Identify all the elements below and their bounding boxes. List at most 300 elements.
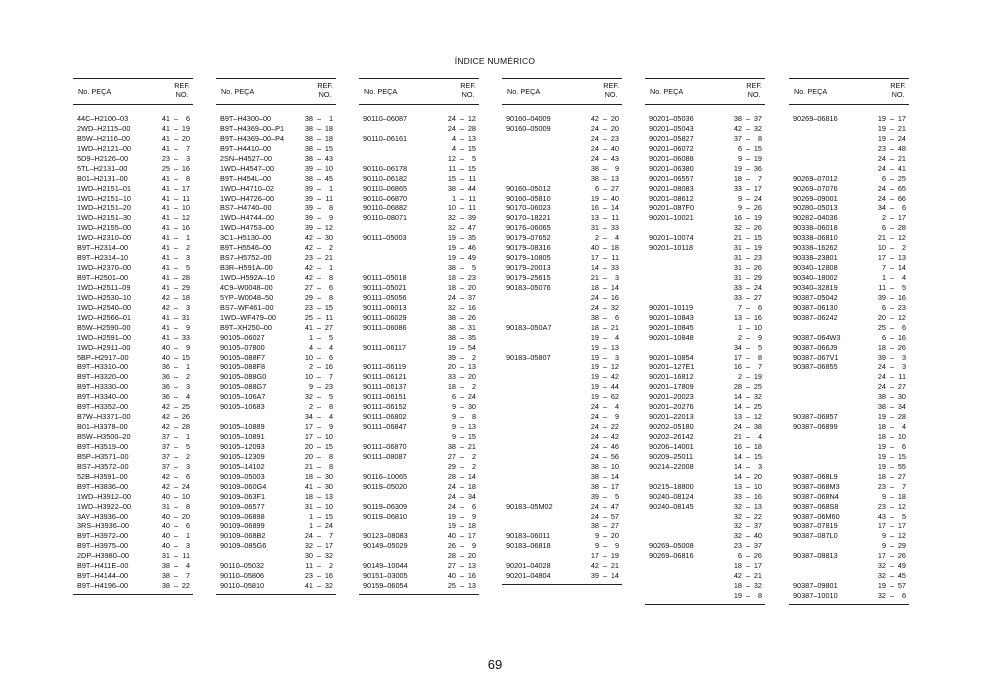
ref-dash: – — [603, 233, 608, 243]
ref-figure: 24 — [877, 183, 886, 193]
ref-dash: – — [890, 352, 895, 362]
index-row — [216, 442, 336, 452]
ref-dash: – — [890, 332, 895, 342]
ref-item: 8 — [328, 451, 333, 461]
ref-item: 13 — [467, 362, 476, 372]
ref-figure: 31 — [733, 253, 742, 263]
ref-dash: – — [460, 422, 465, 432]
part-number: 2DP–H3980–00 — [77, 551, 129, 561]
part-number: 90269–06816 — [649, 551, 694, 561]
ref-item: 16 — [324, 571, 333, 581]
ref-dash: – — [317, 114, 322, 123]
index-row — [502, 442, 622, 452]
index-row — [645, 213, 765, 223]
ref-figure: 24 — [733, 422, 742, 432]
ref-item: 15 — [181, 352, 190, 362]
ref-item: 24 — [897, 133, 906, 143]
part-number: 4C9–W0048–00 — [220, 282, 273, 292]
ref-figure: 18 — [304, 471, 313, 481]
index-row — [502, 402, 622, 412]
part-number: 90110–06178 — [363, 163, 408, 173]
ref-dash: – — [746, 571, 751, 581]
ref-dash: – — [603, 551, 608, 561]
ref-figure: 6 — [881, 173, 886, 183]
ref-figure: 15 — [447, 173, 456, 183]
ref-dash: – — [460, 531, 465, 541]
part-number: 90179–07652 — [506, 233, 551, 243]
ref-item: 9 — [185, 322, 190, 332]
ref-figure: 28 — [447, 471, 456, 481]
ref-item: 8 — [328, 292, 333, 302]
ref-item: 8 — [185, 173, 190, 183]
part-number: 90201–05043 — [649, 123, 694, 133]
ref-dash: – — [746, 213, 751, 223]
ref-figure: 1 — [737, 322, 742, 332]
ref-item: 18 — [181, 292, 190, 302]
ref-figure: 32 — [877, 561, 886, 571]
index-row — [789, 293, 909, 303]
ref-item: 4 — [901, 273, 906, 282]
ref-dash: – — [746, 183, 751, 193]
ref-figure: 41 — [304, 581, 313, 591]
part-number: 90105–12093 — [220, 441, 265, 451]
ref-item: 20 — [610, 531, 619, 541]
ref-item: 4 — [328, 342, 333, 352]
ref-item: 27 — [610, 521, 619, 531]
index-row — [216, 432, 336, 442]
ref-item: 3 — [185, 302, 190, 312]
ref-figure: 19 — [447, 511, 456, 521]
index-row — [502, 184, 622, 194]
ref-dash: – — [603, 352, 608, 362]
ref-figure: 23 — [877, 481, 886, 491]
part-number: B9T–H3975–00 — [77, 541, 129, 551]
ref-item: 15 — [753, 143, 762, 153]
ref-item: 7 — [328, 531, 333, 541]
ref-dash: – — [746, 153, 751, 163]
ref-dash: – — [174, 143, 179, 153]
ref-figure: 41 — [161, 173, 170, 183]
part-number: B5W–H2116–00 — [77, 133, 131, 143]
ref-figure: 24 — [447, 114, 456, 123]
index-row — [73, 313, 193, 323]
ref-figure: 32 — [447, 213, 456, 223]
ref-figure: 40 — [161, 531, 170, 541]
index-row — [645, 333, 765, 343]
header-ref-line2: NO. — [604, 90, 618, 99]
ref-dash: – — [460, 213, 465, 223]
ref-item: 56 — [610, 451, 619, 461]
ref-item: 6 — [901, 322, 906, 332]
index-row — [216, 283, 336, 293]
ref-figure: 18 — [447, 273, 456, 282]
ref-dash: – — [317, 352, 322, 362]
ref-figure: 41 — [161, 322, 170, 332]
part-number: 90201–10119 — [649, 302, 694, 312]
ref-dash: – — [603, 183, 608, 193]
index-column — [789, 78, 909, 605]
part-number: 90110–06882 — [363, 203, 408, 213]
ref-dash: – — [317, 422, 322, 432]
ref-figure: 24 — [447, 491, 456, 501]
ref-figure: 18 — [877, 342, 886, 352]
part-number: 90387–068L9 — [793, 471, 838, 481]
ref-figure: 40 — [161, 521, 170, 531]
ref-figure: 40 — [161, 352, 170, 362]
index-rows — [216, 114, 336, 595]
index-row — [502, 372, 622, 382]
index-row — [789, 422, 909, 432]
ref-figure: 18 — [877, 422, 886, 432]
ref-item: 12 — [897, 531, 906, 541]
index-rows — [359, 114, 479, 595]
ref-figure: 18 — [733, 561, 742, 571]
ref-item: 6 — [185, 114, 190, 123]
index-row — [645, 303, 765, 313]
index-row — [359, 164, 479, 174]
ref-figure: 6 — [881, 332, 886, 342]
ref-item: 18 — [324, 133, 333, 143]
index-row — [73, 253, 193, 263]
index-row — [73, 502, 193, 512]
ref-figure: 41 — [161, 263, 170, 273]
index-row — [789, 323, 909, 333]
index-row — [789, 541, 909, 551]
ref-item: 40 — [610, 143, 619, 153]
index-row — [73, 194, 193, 204]
part-number: 90269–06816 — [793, 114, 838, 123]
ref-item: 10 — [753, 481, 762, 491]
ref-figure: 38 — [590, 173, 599, 183]
ref-figure: 40 — [161, 342, 170, 352]
ref-figure: 20 — [304, 441, 313, 451]
ref-item: 49 — [897, 561, 906, 571]
ref-item: 6 — [328, 352, 333, 362]
ref-item: 17 — [897, 213, 906, 223]
ref-dash: – — [317, 153, 322, 163]
ref-dash: – — [174, 501, 179, 511]
ref-dash: – — [890, 362, 895, 372]
index-rows — [502, 114, 622, 585]
ref-dash: – — [890, 282, 895, 292]
index-row — [502, 164, 622, 174]
part-number: 1WD–H2511–09 — [77, 282, 131, 292]
part-number: 90110–06865 — [363, 183, 408, 193]
ref-dash: – — [603, 342, 608, 352]
index-row — [645, 323, 765, 333]
part-number: B5W–H3500–20 — [77, 432, 131, 441]
ref-dash: – — [746, 163, 751, 173]
index-row — [216, 571, 336, 581]
index-row — [789, 313, 909, 323]
index-row — [359, 194, 479, 204]
ref-dash: – — [746, 253, 751, 263]
ref-figure: 16 — [733, 441, 742, 451]
ref-figure: 38 — [733, 114, 742, 123]
ref-figure: 19 — [590, 332, 599, 342]
part-number: 5TL–H2131–00 — [77, 163, 128, 173]
index-row — [789, 512, 909, 522]
ref-dash: – — [746, 123, 751, 133]
ref-figure: 27 — [447, 561, 456, 571]
ref-item: 29 — [181, 282, 190, 292]
ref-dash: – — [890, 183, 895, 193]
part-number: 90119–06810 — [363, 511, 408, 521]
part-number: 90387–067V1 — [793, 352, 839, 362]
ref-figure: 41 — [161, 213, 170, 223]
ref-dash: – — [460, 133, 465, 143]
ref-item: 18 — [324, 123, 333, 133]
ref-item: 4 — [757, 432, 762, 441]
ref-figure: 40 — [161, 541, 170, 551]
ref-dash: – — [317, 451, 322, 461]
ref-item: 32 — [324, 551, 333, 561]
ref-figure: 24 — [590, 451, 599, 461]
ref-dash: – — [460, 511, 465, 521]
part-number: 2SN–H4527–00 — [220, 153, 272, 163]
index-row — [789, 134, 909, 144]
index-row — [216, 213, 336, 223]
index-row — [502, 462, 622, 472]
part-number: B9T–XH250–00 — [220, 322, 272, 332]
ref-dash: – — [746, 362, 751, 372]
ref-figure: 4 — [451, 133, 456, 143]
ref-figure: 41 — [161, 183, 170, 193]
ref-dash: – — [317, 203, 322, 213]
index-row — [645, 492, 765, 502]
ref-dash: – — [603, 322, 608, 332]
ref-dash: – — [603, 263, 608, 273]
ref-dash: – — [890, 153, 895, 163]
index-row — [502, 124, 622, 134]
ref-dash: – — [746, 591, 751, 600]
ref-figure: 9 — [881, 491, 886, 501]
ref-dash: – — [174, 561, 179, 571]
ref-item: 7 — [757, 173, 762, 183]
ref-dash: – — [317, 481, 322, 491]
ref-item: 49 — [467, 253, 476, 263]
ref-dash: – — [174, 133, 179, 143]
ref-dash: – — [317, 412, 322, 422]
ref-figure: 33 — [733, 491, 742, 501]
ref-dash: – — [174, 402, 179, 412]
index-row — [502, 492, 622, 502]
ref-figure: 9 — [737, 193, 742, 203]
ref-item: 4 — [614, 332, 619, 342]
index-row — [645, 422, 765, 432]
part-number: 90160–04009 — [506, 114, 551, 123]
part-number: 90387–08813 — [793, 551, 838, 561]
ref-figure: 38 — [447, 263, 456, 273]
ref-figure: 19 — [590, 392, 599, 402]
index-row — [645, 581, 765, 591]
header-ref-line2: NO. — [891, 90, 905, 99]
ref-item: 13 — [467, 133, 476, 143]
ref-dash: – — [603, 312, 608, 322]
index-row — [645, 263, 765, 273]
index-row — [73, 492, 193, 502]
ref-dash: – — [890, 531, 895, 541]
index-row — [645, 432, 765, 442]
part-number: B7W–H3371–00 — [77, 412, 131, 422]
ref-figure: 42 — [161, 422, 170, 432]
index-row — [359, 392, 479, 402]
part-number: 1WD–H2310–00 — [77, 233, 131, 243]
part-number: 90387–09801 — [793, 581, 838, 591]
ref-dash: – — [460, 541, 465, 551]
part-number: B5W–H2590–00 — [77, 322, 131, 332]
ref-item: 5 — [901, 511, 906, 521]
ref-dash: – — [890, 173, 895, 183]
ref-item: 37 — [753, 521, 762, 531]
index-rows — [73, 114, 193, 595]
part-number: 90183–050A7 — [506, 322, 552, 332]
ref-dash: – — [603, 561, 608, 571]
ref-item: 8 — [328, 273, 333, 282]
index-row — [789, 333, 909, 343]
ref-figure: 19 — [877, 461, 886, 471]
ref-figure: 20 — [447, 362, 456, 372]
ref-dash: – — [460, 342, 465, 352]
index-row — [359, 114, 479, 124]
ref-dash: – — [460, 441, 465, 451]
index-row — [502, 392, 622, 402]
part-number: 90269–07076 — [793, 183, 838, 193]
part-number: 1WD–H2151–10 — [77, 193, 131, 203]
ref-item: 15 — [753, 233, 762, 243]
part-number: 90183–06818 — [506, 541, 551, 551]
index-row — [502, 303, 622, 313]
ref-item: 21 — [610, 561, 619, 571]
index-row — [73, 283, 193, 293]
part-number: B9T–H3320–00 — [77, 372, 129, 382]
part-number: BS7–H5752–00 — [220, 253, 272, 263]
part-number: 90201–04804 — [506, 571, 551, 581]
ref-figure: 31 — [733, 243, 742, 253]
ref-item: 30 — [467, 402, 476, 412]
ref-figure: 32 — [447, 302, 456, 312]
ref-item: 21 — [610, 322, 619, 332]
ref-figure: 38 — [590, 481, 599, 491]
ref-figure: 38 — [161, 561, 170, 571]
index-row — [73, 273, 193, 283]
index-row — [645, 253, 765, 263]
ref-dash: – — [890, 133, 895, 143]
part-number: BS7–H3572–00 — [77, 461, 129, 471]
index-row — [645, 223, 765, 233]
index-row — [789, 273, 909, 283]
ref-item: 7 — [185, 571, 190, 581]
ref-item: 34 — [897, 402, 906, 412]
ref-figure: 30 — [304, 551, 313, 561]
index-row — [359, 432, 479, 442]
ref-item: 45 — [324, 173, 333, 183]
ref-figure: 38 — [590, 471, 599, 481]
part-number: B01–H2131–00 — [77, 173, 128, 183]
index-row — [216, 333, 336, 343]
ref-figure: 9 — [881, 541, 886, 551]
ref-dash: – — [603, 501, 608, 511]
ref-item: 2 — [185, 243, 190, 253]
index-row — [73, 382, 193, 392]
ref-dash: – — [174, 471, 179, 481]
part-number: 90387–066J9 — [793, 342, 838, 352]
ref-dash: – — [890, 451, 895, 461]
ref-dash: – — [603, 491, 608, 501]
part-number: 1WD–H2151–30 — [77, 213, 131, 223]
ref-item: 2 — [471, 352, 476, 362]
index-row — [216, 561, 336, 571]
ref-item: 24 — [467, 392, 476, 402]
index-row — [789, 263, 909, 273]
ref-dash: – — [317, 273, 322, 282]
ref-item: 24 — [181, 481, 190, 491]
ref-dash: – — [603, 143, 608, 153]
ref-dash: – — [317, 551, 322, 561]
index-row — [73, 362, 193, 372]
ref-item: 10 — [181, 491, 190, 501]
ref-dash: – — [603, 203, 608, 213]
part-number: 90201–10843 — [649, 312, 694, 322]
ref-item: 26 — [753, 263, 762, 273]
part-number: 90387–06857 — [793, 412, 838, 422]
part-number: 90109–085G6 — [220, 541, 267, 551]
ref-figure: 24 — [590, 143, 599, 153]
ref-figure: 21 — [733, 233, 742, 243]
ref-figure: 24 — [590, 123, 599, 133]
ref-item: 35 — [467, 233, 476, 243]
part-number: 90387–06242 — [793, 312, 838, 322]
ref-figure: 23 — [161, 153, 170, 163]
ref-figure: 36 — [161, 382, 170, 392]
index-row — [216, 372, 336, 382]
ref-item: 20 — [467, 282, 476, 292]
index-row — [359, 541, 479, 551]
ref-item: 27 — [897, 382, 906, 392]
ref-dash: – — [460, 501, 465, 511]
ref-figure: 13 — [733, 481, 742, 491]
ref-dash: – — [317, 501, 322, 511]
part-number: 90201–127E1 — [649, 362, 695, 372]
ref-dash: – — [317, 223, 322, 233]
ref-figure: 25 — [877, 322, 886, 332]
part-number: 2WD–H2115–00 — [77, 123, 131, 133]
ref-figure: 2 — [308, 402, 313, 412]
ref-dash: – — [317, 173, 322, 183]
ref-item: 32 — [753, 123, 762, 133]
ref-figure: 41 — [161, 133, 170, 143]
ref-figure: 40 — [447, 571, 456, 581]
ref-figure: 19 — [590, 342, 599, 352]
index-row — [359, 382, 479, 392]
index-row — [789, 551, 909, 561]
ref-figure: 24 — [590, 511, 599, 521]
ref-dash: – — [890, 521, 895, 531]
index-row — [789, 581, 909, 591]
ref-item: 33 — [610, 263, 619, 273]
ref-figure: 19 — [447, 233, 456, 243]
part-number: 90179–10805 — [506, 253, 551, 263]
ref-dash: – — [317, 143, 322, 153]
part-number: 90110–06182 — [363, 173, 408, 183]
ref-dash: – — [317, 491, 322, 501]
ref-item: 16 — [897, 292, 906, 302]
index-row — [73, 412, 193, 422]
index-row — [359, 482, 479, 492]
ref-dash: – — [603, 253, 608, 263]
ref-dash: – — [603, 114, 608, 123]
index-row — [359, 203, 479, 213]
